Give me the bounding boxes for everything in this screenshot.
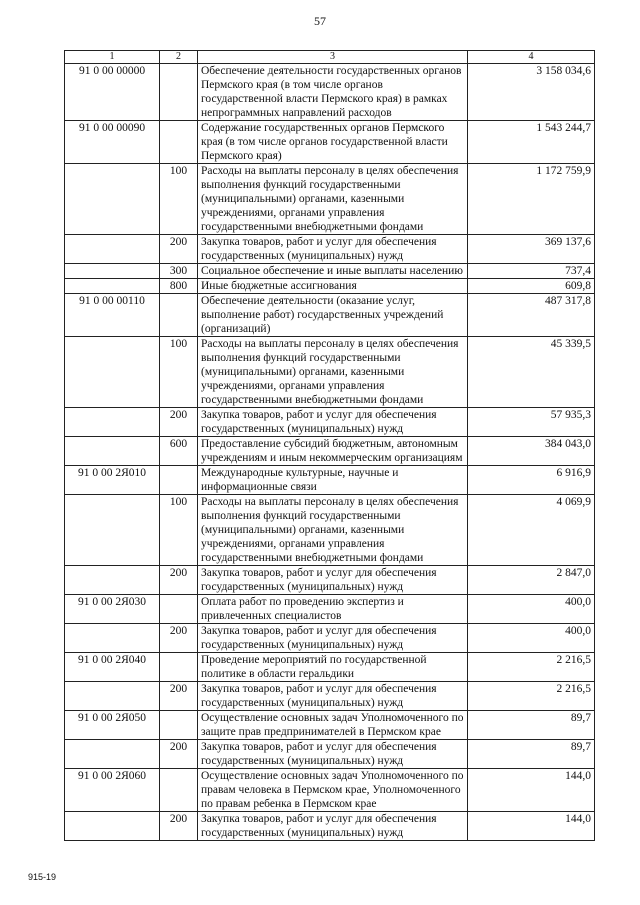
code-cell — [65, 337, 160, 408]
item-name-cell: Закупка товаров, работ и услуг для обеспечения государственных (муниципальных) нужд — [198, 235, 468, 264]
amount-cell: 89,7 — [468, 740, 595, 769]
expense-type-cell: 100 — [160, 164, 198, 235]
amount-cell: 1 172 759,9 — [468, 164, 595, 235]
amount-cell: 144,0 — [468, 812, 595, 841]
table-row — [65, 812, 595, 841]
item-name-cell: Обеспечение деятельности (оказание услуг, выполнение работ) государственных учреждений (организаций) — [198, 294, 468, 337]
code-cell — [65, 408, 160, 437]
table-row — [65, 711, 595, 740]
item-name-cell: Содержание государственных органов Пермского края (в том числе органов государственной власти Пермского края) — [198, 121, 468, 164]
expense-type-cell — [160, 466, 198, 495]
footer-code: 915-19 — [28, 872, 57, 882]
code-cell: 91 0 00 2Я010 — [65, 466, 160, 495]
expense-type-cell — [160, 294, 198, 337]
expense-type-cell — [160, 653, 198, 682]
code-cell — [65, 437, 160, 466]
item-name-cell: Закупка товаров, работ и услуг для обеспечения государственных (муниципальных) нужд — [198, 624, 468, 653]
expense-type-cell: 200 — [160, 624, 198, 653]
amount-cell: 3 158 034,6 — [468, 64, 595, 121]
amount-cell: 400,0 — [468, 624, 595, 653]
expense-type-cell: 100 — [160, 337, 198, 408]
expense-type-cell — [160, 121, 198, 164]
amount-cell: 2 847,0 — [468, 566, 595, 595]
table-row — [65, 121, 595, 164]
expense-type-cell: 100 — [160, 495, 198, 566]
table-row — [65, 682, 595, 711]
code-cell: 91 0 00 2Я040 — [65, 653, 160, 682]
table-header-row — [65, 51, 595, 64]
expense-type-cell: 800 — [160, 279, 198, 294]
code-cell — [65, 812, 160, 841]
amount-cell: 487 317,8 — [468, 294, 595, 337]
table-row — [65, 769, 595, 812]
expense-type-cell: 600 — [160, 437, 198, 466]
item-name-cell: Расходы на выплаты персоналу в целях обеспечения выполнения функций государственными (муниципальными) органами, казенными учреждениями, органами управления государственными внебюджетными фондами — [198, 495, 468, 566]
expense-type-cell — [160, 64, 198, 121]
code-cell — [65, 682, 160, 711]
column-header-1: 1 — [65, 51, 160, 64]
item-name-cell: Предоставление субсидий бюджетным, автономным учреждениям и иным некоммерческим организациям — [198, 437, 468, 466]
table-row — [65, 495, 595, 566]
item-name-cell: Закупка товаров, работ и услуг для обеспечения государственных (муниципальных) нужд — [198, 682, 468, 711]
code-cell — [65, 279, 160, 294]
column-header-3: 3 — [198, 51, 468, 64]
expense-type-cell: 200 — [160, 408, 198, 437]
expense-type-cell: 200 — [160, 682, 198, 711]
expense-type-cell: 200 — [160, 812, 198, 841]
amount-cell: 144,0 — [468, 769, 595, 812]
amount-cell: 2 216,5 — [468, 653, 595, 682]
budget-table — [64, 50, 595, 841]
amount-cell: 1 543 244,7 — [468, 121, 595, 164]
item-name-cell: Проведение мероприятий по государственной политике в области геральдики — [198, 653, 468, 682]
table-row — [65, 595, 595, 624]
table-row — [65, 653, 595, 682]
item-name-cell: Осуществление основных задач Уполномоченного по защите прав предпринимателей в Пермском крае — [198, 711, 468, 740]
amount-cell: 609,8 — [468, 279, 595, 294]
column-header-2: 2 — [160, 51, 198, 64]
expense-type-cell: 200 — [160, 740, 198, 769]
code-cell: 91 0 00 00090 — [65, 121, 160, 164]
expense-type-cell — [160, 711, 198, 740]
amount-cell: 384 043,0 — [468, 437, 595, 466]
item-name-cell: Международные культурные, научные и информационные связи — [198, 466, 468, 495]
table-row — [65, 264, 595, 279]
expense-type-cell — [160, 769, 198, 812]
table-row — [65, 64, 595, 121]
amount-cell: 45 339,5 — [468, 337, 595, 408]
expense-type-cell: 300 — [160, 264, 198, 279]
code-cell — [65, 495, 160, 566]
item-name-cell: Обеспечение деятельности государственных органов Пермского края (в том числе органов государственной власти Пермского края) в рамках непрограммных направлений расходов — [198, 64, 468, 121]
code-cell — [65, 235, 160, 264]
table-row — [65, 235, 595, 264]
page-number: 57 — [314, 14, 326, 28]
table-row — [65, 279, 595, 294]
item-name-cell: Осуществление основных задач Уполномоченного по правам человека в Пермском крае, Уполномоченного по правам ребенка в Пермском крае — [198, 769, 468, 812]
table-row — [65, 294, 595, 337]
expense-type-cell: 200 — [160, 235, 198, 264]
amount-cell: 737,4 — [468, 264, 595, 279]
expense-type-cell: 200 — [160, 566, 198, 595]
code-cell: 91 0 00 2Я050 — [65, 711, 160, 740]
code-cell: 91 0 00 2Я030 — [65, 595, 160, 624]
code-cell — [65, 164, 160, 235]
item-name-cell: Расходы на выплаты персоналу в целях обеспечения выполнения функций государственными (муниципальными) органами, казенными учреждениями, органами управления государственными внебюджетными фондами — [198, 164, 468, 235]
code-cell: 91 0 00 2Я060 — [65, 769, 160, 812]
item-name-cell: Закупка товаров, работ и услуг для обеспечения государственных (муниципальных) нужд — [198, 740, 468, 769]
table-row — [65, 740, 595, 769]
code-cell: 91 0 00 00110 — [65, 294, 160, 337]
amount-cell: 2 216,5 — [468, 682, 595, 711]
table-row — [65, 337, 595, 408]
table-row — [65, 408, 595, 437]
table-row — [65, 437, 595, 466]
amount-cell: 6 916,9 — [468, 466, 595, 495]
table-body — [65, 64, 595, 841]
table-row — [65, 466, 595, 495]
amount-cell: 57 935,3 — [468, 408, 595, 437]
code-cell — [65, 566, 160, 595]
code-cell — [65, 624, 160, 653]
table-row — [65, 624, 595, 653]
table-row — [65, 566, 595, 595]
code-cell: 91 0 00 00000 — [65, 64, 160, 121]
item-name-cell: Закупка товаров, работ и услуг для обеспечения государственных (муниципальных) нужд — [198, 408, 468, 437]
item-name-cell: Закупка товаров, работ и услуг для обеспечения государственных (муниципальных) нужд — [198, 566, 468, 595]
item-name-cell: Иные бюджетные ассигнования — [198, 279, 468, 294]
table-row — [65, 164, 595, 235]
item-name-cell: Расходы на выплаты персоналу в целях обеспечения выполнения функций государственными (муниципальными) органами, казенными учреждениями, органами управления государственными внебюджетными фондами — [198, 337, 468, 408]
amount-cell: 4 069,9 — [468, 495, 595, 566]
code-cell — [65, 740, 160, 769]
item-name-cell: Оплата работ по проведению экспертиз и привлеченных специалистов — [198, 595, 468, 624]
code-cell — [65, 264, 160, 279]
column-header-4: 4 — [468, 51, 595, 64]
item-name-cell: Закупка товаров, работ и услуг для обеспечения государственных (муниципальных) нужд — [198, 812, 468, 841]
item-name-cell: Социальное обеспечение и иные выплаты населению — [198, 264, 468, 279]
amount-cell: 89,7 — [468, 711, 595, 740]
expense-type-cell — [160, 595, 198, 624]
amount-cell: 369 137,6 — [468, 235, 595, 264]
amount-cell: 400,0 — [468, 595, 595, 624]
